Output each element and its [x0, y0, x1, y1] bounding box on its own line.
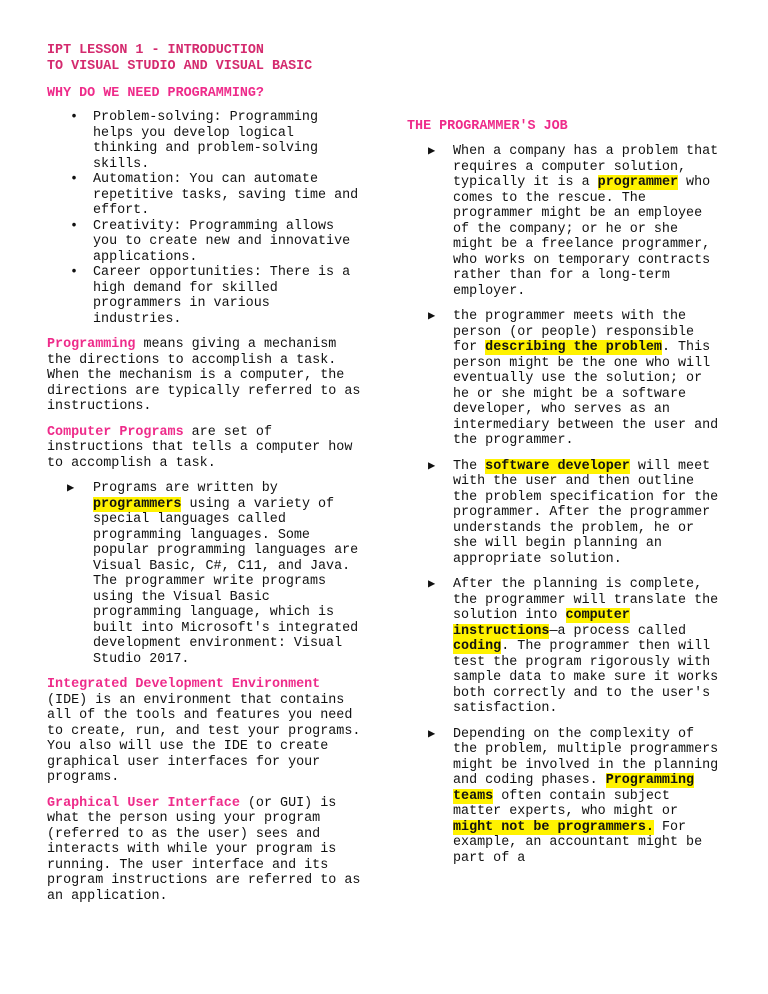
bullet-dot-icon: •	[70, 218, 79, 234]
why-programming-heading: WHY DO WE NEED PROGRAMMING?	[47, 86, 264, 101]
list-item: • Creativity: Programming allows you to create new and innovative applications.	[70, 218, 351, 265]
arrow-bullet-icon: ▶	[428, 309, 436, 323]
list-item: ▶ When a company has a problem that requires a computer solution, typically it is a programmer who comes to the rescue. The programmer might be an employee of the company; or he or she might be a freelance programmer, who works on temporary contracts rather than for a long-term employer.	[428, 144, 719, 299]
computer-programs-definition: Computer Programs are set of instructions that tells a computer how to accomplish a task.	[47, 424, 353, 471]
arrow-bullet-icon: ▶	[428, 726, 436, 741]
gui-definition: Graphical User Interface (or GUI) is what the person using your program (referred to as the user) sees and interacts with while your program is running. The user interface and its program instructions are referred to as an application.	[47, 795, 361, 904]
programs-note: ▶ Programs are written by programmers using a variety of special languages called programming languages. Some popular programming languages are Visual Basic, C#, C11, and Java. The programmer write programs using the Visual Basic programming language, which is built into Microsoft's integrated development environment: Visual Studio 2017.	[67, 481, 359, 667]
arrow-bullet-icon: ▶	[428, 458, 436, 473]
bullet-dot-icon: •	[70, 265, 79, 280]
ide-definition: Integrated Development Environment (IDE) is an environment that contains all of the tools and features you need to create, run, and test your programs. You also will use the IDE to create graphical user interfaces for your programs.	[47, 677, 361, 785]
list-item: • Automation: You can automate repetitive tasks, saving time and effort.	[70, 172, 359, 218]
left-column	[47, 110, 365, 904]
list-item: ▶ Depending on the complexity of the problem, multiple programmers might be involved in the planning and coding phases. Programming teams often contain subject matter experts, who might or might not be programmers. For example, an accountant might be part of a	[428, 726, 719, 866]
list-item: ▶ the programmer meets with the person (or people) responsible for describing the problem. This person might be the one who will eventually use the solution; or he or she might be a software developer, who serves as an intermediary between the user and the programmer.	[428, 309, 719, 448]
programmers-job-heading: THE PROGRAMMER'S JOB	[407, 119, 568, 134]
page-title: IPT LESSON 1 - INTRODUCTION TO VISUAL STUDIO AND VISUAL BASIC	[47, 43, 313, 74]
list-item: • Problem-solving: Programming helps you develop logical thinking and problem-solving skills.	[70, 110, 318, 172]
arrow-bullet-icon: ▶	[428, 577, 436, 591]
bullet-dot-icon: •	[70, 172, 79, 187]
arrow-bullet-icon: ▶	[428, 144, 436, 158]
list-item: • Career opportunities: There is a high demand for skilled programmers in various industries.	[70, 265, 351, 327]
reasons-list	[47, 110, 365, 327]
list-item: ▶ After the planning is complete, the programmer will translate the solution into computer instructions—a process called coding. The programmer then will test the program rigorously with sample data to make sure it works both correctly and to the user's satisfaction.	[428, 577, 719, 716]
list-item: ▶ The software developer will meet with the user and then outline the problem specification for the programmer. After the programmer understands the problem, he or she will begin planning an appropriate solution.	[428, 458, 719, 567]
programming-definition: Programming means giving a mechanism the directions to accomplish a task. When the mechanism is a computer, the directions are typically referred to as instructions.	[47, 337, 361, 414]
bullet-dot-icon: •	[70, 110, 79, 125]
right-column	[407, 144, 725, 866]
arrow-bullet-icon: ▶	[67, 481, 75, 495]
